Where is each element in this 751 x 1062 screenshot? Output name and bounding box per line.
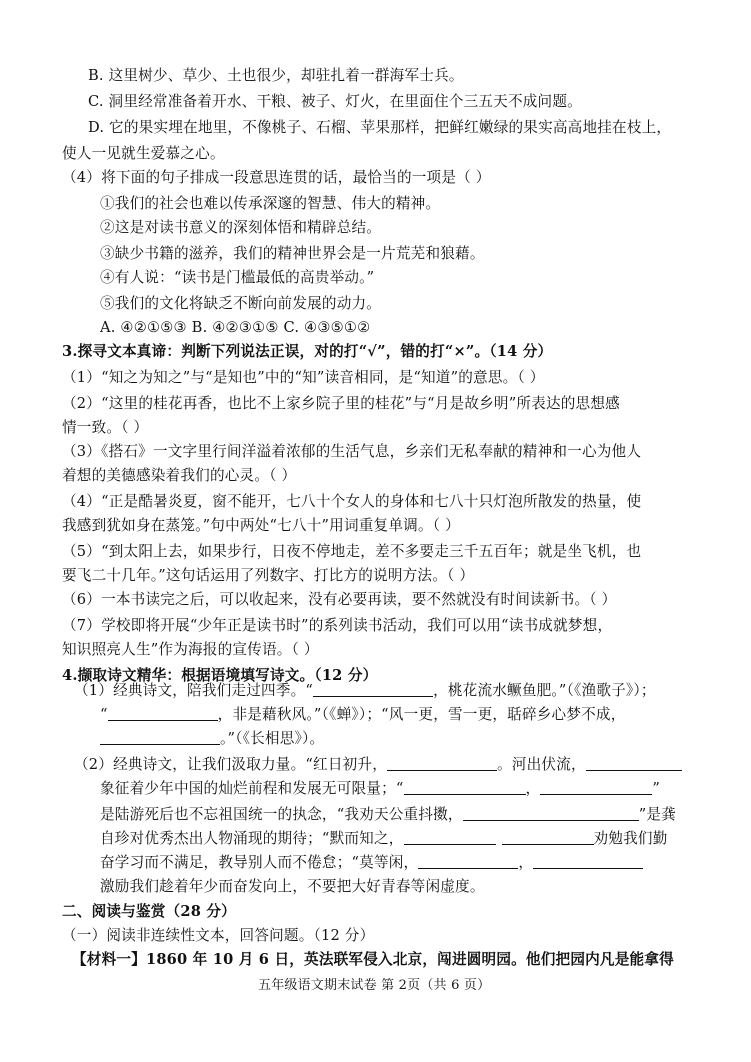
blank-poem2-6[interactable] xyxy=(404,830,496,845)
material-one: 【材料一】1860 年 10 月 6 日，英法联军侵入北京，闯进圆明园。他们把园内凡是能拿得 xyxy=(72,951,674,968)
poem2-line-f xyxy=(100,877,485,897)
blank-poem2-3[interactable] xyxy=(404,780,526,795)
blank-poem2-8[interactable] xyxy=(418,854,518,869)
text-line: C. 洞里经常准备着开水、干粮、被子、灯火，在里面住个三五天不成问题。 xyxy=(88,93,582,110)
section2-title: 二、阅读与鉴赏（28 分） xyxy=(62,903,236,920)
poem2-b3: ” xyxy=(652,780,661,797)
text-line: 着想的美德感染着我们的心灵。（ ） xyxy=(62,467,297,484)
poem1-a2: ，桃花流水鳜鱼肥。”（《渔歌子》）； xyxy=(433,682,656,699)
blank-poem2-9[interactable] xyxy=(533,854,643,869)
poem2-a1: （2）经典诗文，让我们汲取力量。“红日初升， xyxy=(74,756,388,773)
text-line: B. 这里树少、草少、土也很少，却驻扎着一群海军士兵。 xyxy=(88,67,464,84)
poem2-f1: 激励我们趁着年少而奋发向上，不要把大好青春等闲虚度。 xyxy=(100,878,485,895)
poem1-a1: （1）经典诗文，陪我们走过四季。“ xyxy=(74,682,314,699)
text-line: D. 它的果实埋在地里，不像桃子、石榴、苹果那样，把鲜红嫩绿的果实高高地挂在枝上， xyxy=(88,119,672,136)
text-line: 我感到犹如身在蒸笼。”句中两处“七八十”用词重复单调。（ ） xyxy=(62,517,460,534)
poem2-line-b xyxy=(100,779,660,799)
poem2-line-a xyxy=(74,755,682,775)
poem1-line-a xyxy=(74,681,656,701)
blank-poem1-3[interactable] xyxy=(100,730,220,745)
poem2-a2: 。河出伏流， xyxy=(497,756,586,773)
text-line: ⑤我们的文化将缺乏不断向前发展的动力。 xyxy=(100,295,382,312)
text-line: （4）“正是酷暑炎夏，窗不能开，七八十个女人的身体和七八十只灯泡所散发的热量，使 xyxy=(62,493,642,510)
poem2-line-c xyxy=(100,805,676,825)
blank-poem2-1[interactable] xyxy=(387,756,497,771)
text-line: ②这是对读书意义的深刻体悟和精辟总结。 xyxy=(100,219,382,236)
text-line: （1）“知之为知之”与“是知也”中的“知”读音相同，是“知道”的意思。（ ） xyxy=(62,369,545,386)
blank-poem2-2[interactable] xyxy=(586,756,682,771)
poem1-line-c xyxy=(100,729,324,749)
text-line: （2）“这里的桂花再香，也比不上家乡院子里的桂花”与“月是故乡明”所表达的思想感 xyxy=(62,395,620,412)
poem2-d1: 自珍对优秀杰出人物涌现的期待；“默而知之， xyxy=(100,830,404,847)
text-line: 知识照亮人生”作为海报的宣传语。（ ） xyxy=(62,641,319,658)
text-line: 4.撷取诗文精华：根据语境填写诗文。（12 分） xyxy=(62,667,378,684)
text-line: （6）一本书读完之后，可以收起来，没有必要再读，要不然就没有时间读新书。（ ） xyxy=(62,591,617,608)
blank-poem2-4[interactable] xyxy=(540,780,652,795)
text-line: （5）“到太阳上去，如果步行，日夜不停地走，差不多要走三千五百年；就是坐飞机，也 xyxy=(62,543,642,560)
poem1-line-b xyxy=(100,705,626,725)
poem2-d2: 劝勉我们勤 xyxy=(593,830,668,847)
text-line: （4）将下面的句子排成一段意思连贯的话，最恰当的一项是（ ） xyxy=(62,169,491,186)
blank-poem1-2[interactable] xyxy=(108,706,218,721)
blank-poem2-5[interactable] xyxy=(463,806,639,821)
text-line: （3）《搭石》一文字里行间洋溢着浓郁的生活气息，乡亲们无私奉献的精神和一心为他人 xyxy=(62,443,642,460)
text-line: A. ④②①⑤③ B. ④②③①⑤ C. ④③⑤①② xyxy=(100,319,371,336)
poem2-e1: 奋学习而不满足，教导别人而不倦怠；“莫等闲， xyxy=(100,854,419,871)
blank-poem1-1[interactable] xyxy=(313,682,433,697)
page-footer: 五年级语文期末试卷 第 2页（共 6 页） xyxy=(258,978,491,993)
poem2-c2: ”是龚 xyxy=(638,806,676,823)
poem2-line-e xyxy=(100,853,643,873)
poem1-b2: ，非是藉秋风。”（《蝉》）；“风一更，雪一更，聒碎乡心梦不成， xyxy=(217,706,626,723)
poem1-c2: 。”（《长相思》）。 xyxy=(220,730,325,747)
poem1-b1: “ xyxy=(100,706,108,723)
poem2-e2: ， xyxy=(518,854,534,871)
text-line: 使人一见就生爱慕之心。 xyxy=(62,145,225,162)
poem2-b2: ， xyxy=(525,780,541,797)
text-line: 要飞二十几年。”这句话运用了列数字、打比方的说明方法。（ ） xyxy=(62,567,475,584)
blank-poem2-7[interactable] xyxy=(502,830,594,845)
text-line: 情一致。（ ） xyxy=(62,419,149,436)
text-line: 3.探寻文本真谛：判断下列说法正误，对的打“√”，错的打“×”。（14 分） xyxy=(62,343,553,360)
text-line: ③缺少书籍的滋养，我们的精神世界会是一片荒芜和狼藉。 xyxy=(100,245,485,262)
section2-subtitle: （一）阅读非连续性文本，回答问题。（12 分） xyxy=(62,927,375,944)
poem2-c1: 是陆游死后也不忘祖国统一的执念，“我劝天公重抖擞， xyxy=(100,806,463,823)
text-line: （7）学校即将开展“少年正是读书时”的系列读书活动，我们可以用“读书成就梦想， xyxy=(62,617,613,634)
poem2-b1: 象征着少年中国的灿烂前程和发展无可限量；“ xyxy=(100,780,404,797)
poem2-line-d xyxy=(100,829,668,849)
text-line: ④有人说：“读书是门槛最低的高贵举动。” xyxy=(100,269,375,286)
text-line: ①我们的社会也难以传承深邃的智慧、伟大的精神。 xyxy=(100,195,441,212)
